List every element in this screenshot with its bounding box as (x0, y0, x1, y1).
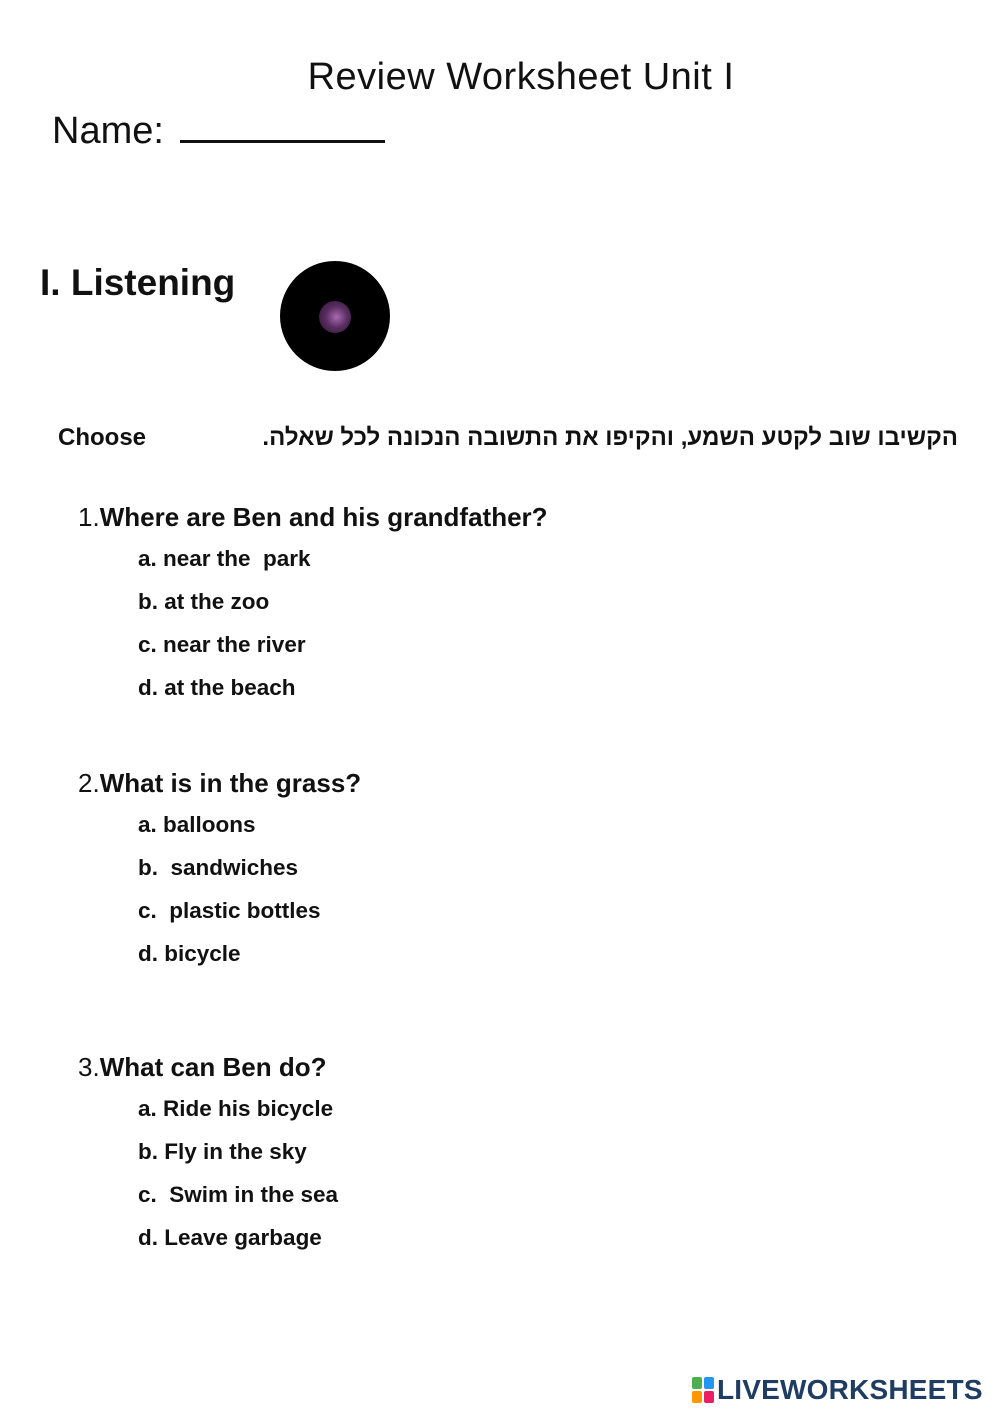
option-2a[interactable]: a. balloons (138, 812, 256, 837)
question-number: 1. (78, 502, 100, 532)
option-1d[interactable]: d. at the beach (138, 675, 296, 700)
audio-play-icon[interactable] (280, 261, 390, 371)
name-label: Name: (52, 110, 164, 152)
logo-icon (692, 1377, 714, 1403)
logo-text: LIVEWORKSHEETS (717, 1374, 983, 1405)
option-3a[interactable]: a. Ride his bicycle (138, 1096, 334, 1121)
question-text: What is in the grass? (99, 768, 362, 798)
option-1a[interactable]: a. near the park (138, 546, 311, 571)
option-1c[interactable]: c. near the river (138, 632, 306, 657)
question-text: What can Ben do? (99, 1052, 327, 1082)
option-1b[interactable]: b. at the zoo (138, 589, 270, 614)
option-2c[interactable]: c. plastic bottles (138, 898, 321, 923)
question-number: 3. (78, 1052, 100, 1082)
question-3 (78, 1052, 326, 1083)
question-1 (78, 502, 548, 533)
liveworksheets-logo (692, 1374, 983, 1406)
name-field (52, 110, 385, 153)
question-2 (78, 768, 361, 799)
audio-center (319, 301, 351, 333)
option-3d[interactable]: d. Leave garbage (138, 1225, 322, 1250)
instruction-english: Choose (58, 424, 147, 451)
section-title: I. Listening (40, 262, 236, 303)
worksheet-title: Review Worksheet Unit I (307, 56, 735, 98)
question-text: Where are Ben and his grandfather? (99, 502, 548, 532)
option-3b[interactable]: b. Fly in the sky (138, 1139, 307, 1164)
question-number: 2. (78, 768, 100, 798)
name-blank[interactable] (180, 110, 385, 143)
option-2b[interactable]: b. sandwiches (138, 855, 299, 880)
option-3c[interactable]: c. Swim in the sea (138, 1182, 339, 1207)
option-2d[interactable]: d. bicycle (138, 941, 241, 966)
instruction-hebrew: הקשיבו שוב לקטע השמע, והקיפו את התשובה הנכונה לכל שאלה. (262, 424, 958, 451)
